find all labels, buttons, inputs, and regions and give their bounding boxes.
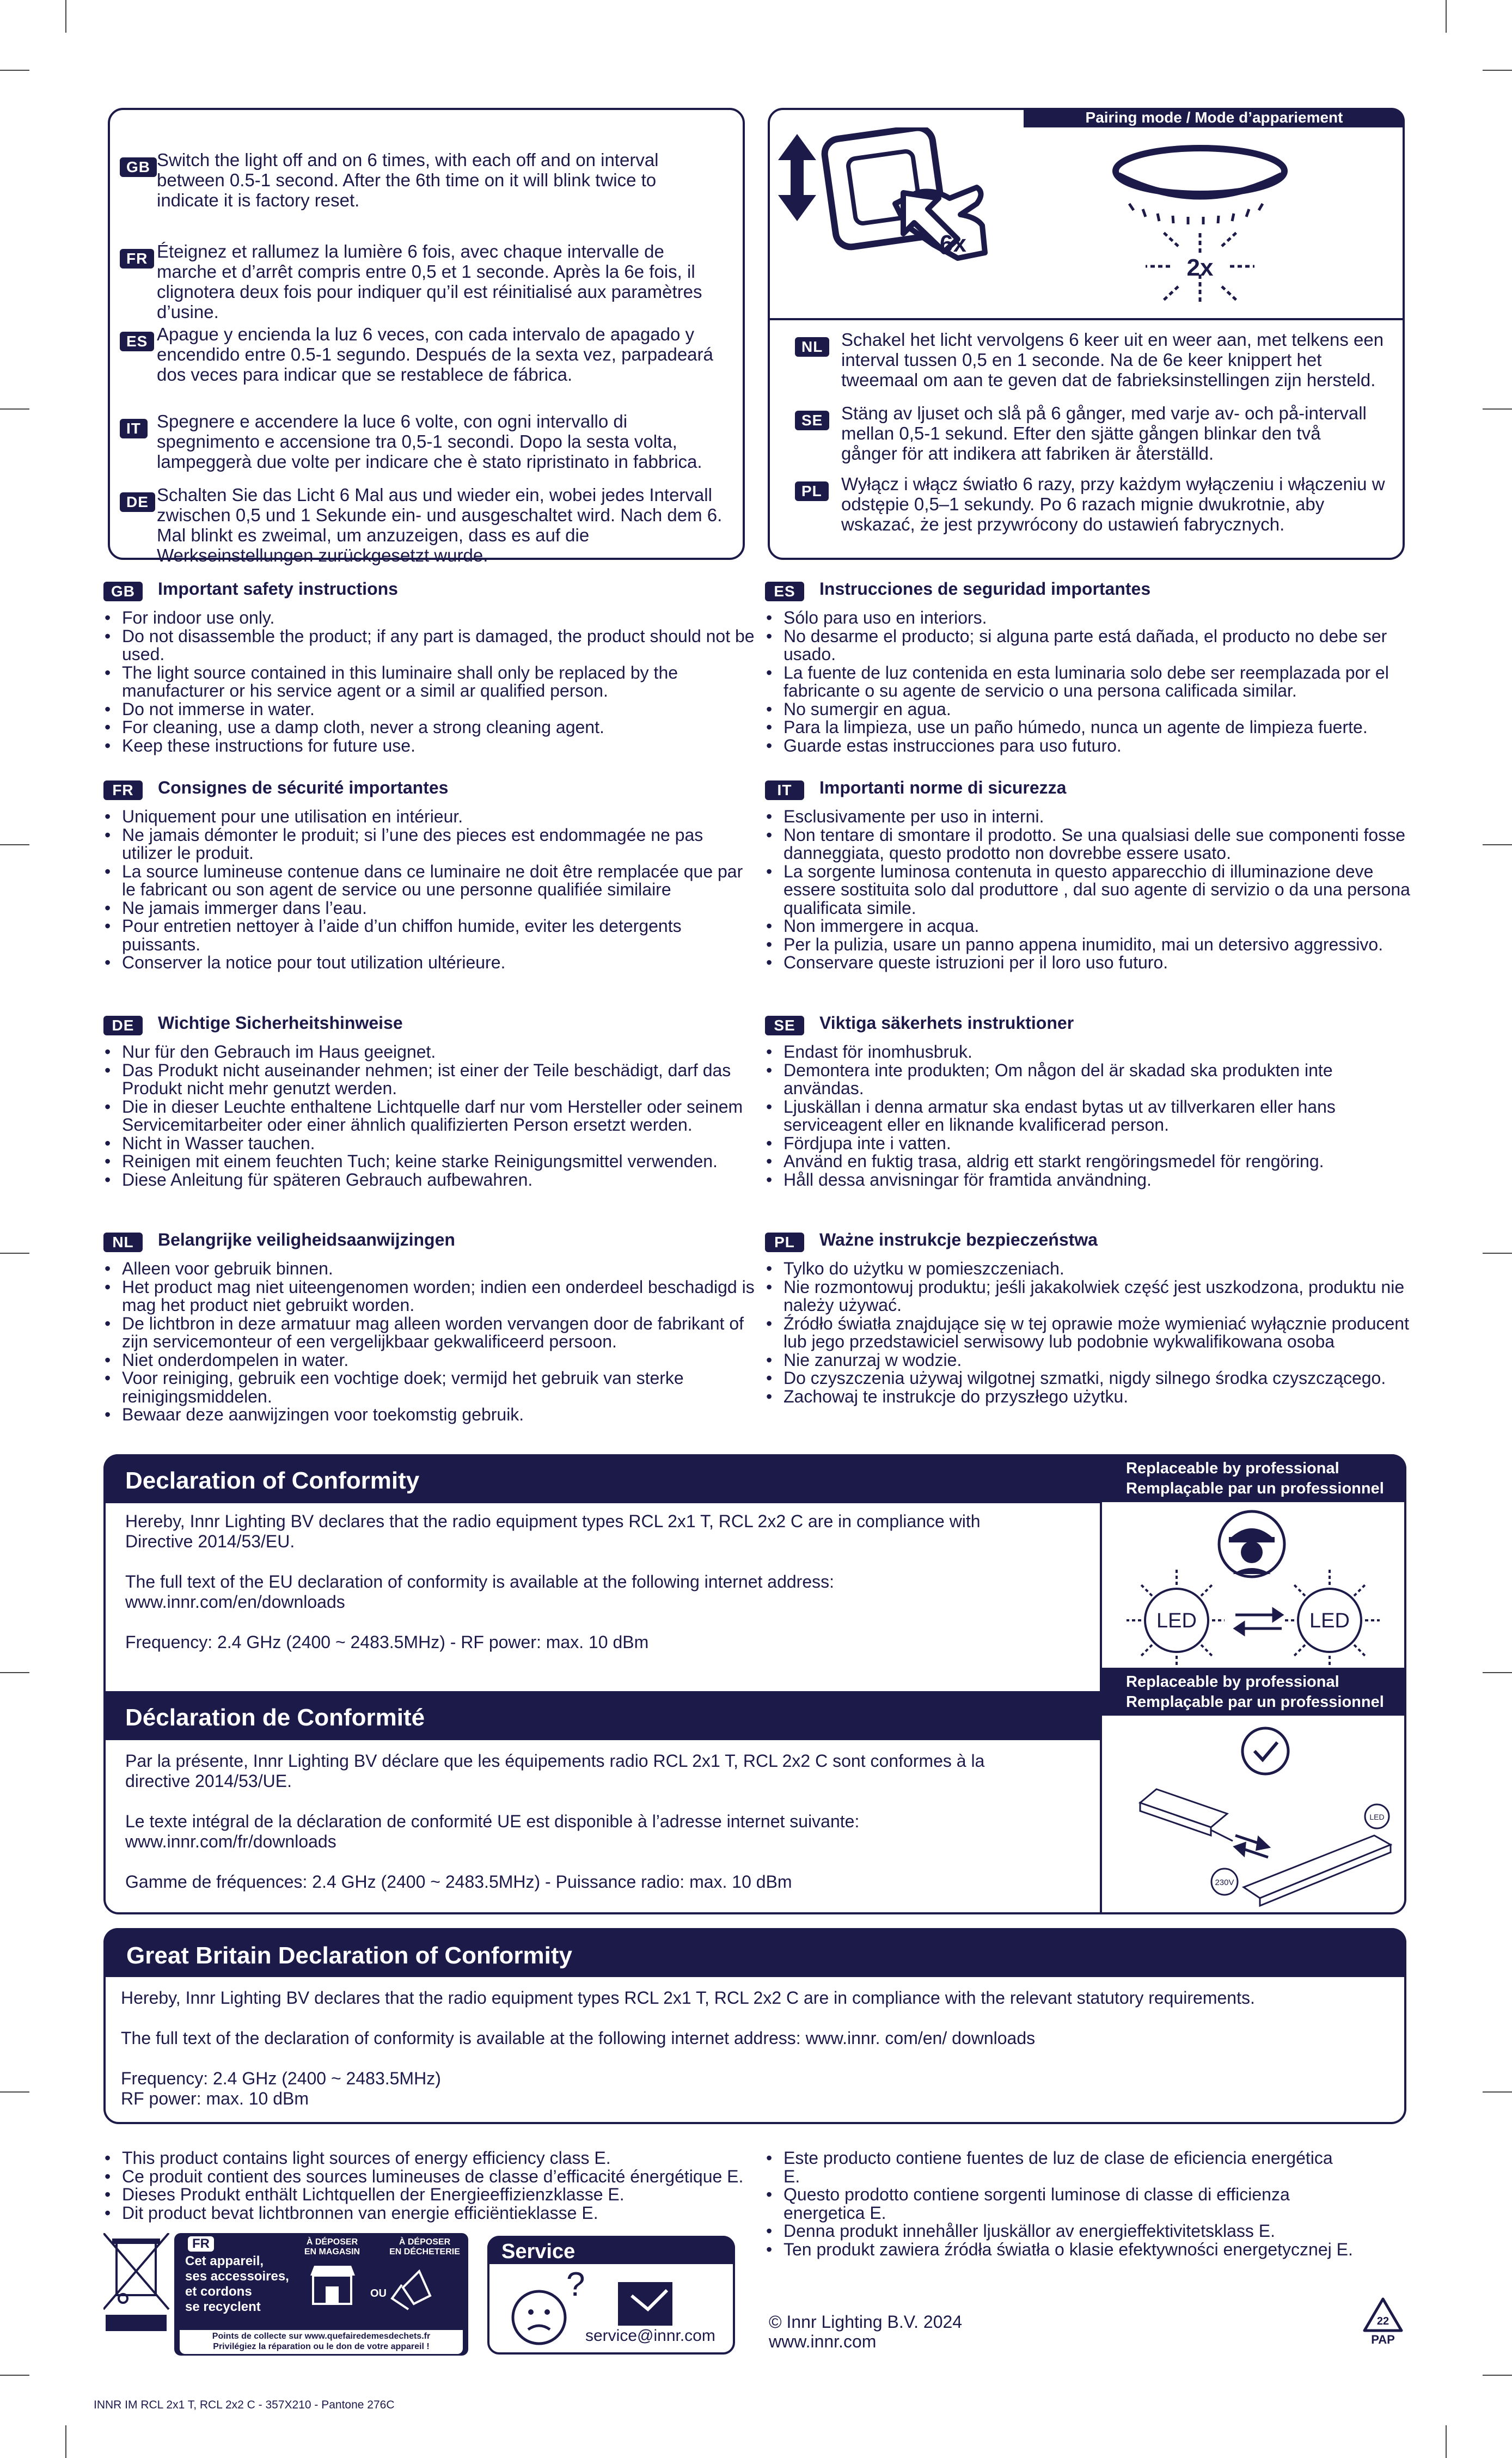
svg-text:?: ? <box>566 2268 585 2303</box>
imprint-text: INNR IM RCL 2x1 T, RCL 2x2 C - 357X210 - Pantone 276C <box>94 2399 395 2411</box>
list-item: • Ljuskällan i denna armatur ska endast bytas ut av tillverkaren eller hans serviceagent eller en liknande kvalificerad person. <box>765 1098 1413 1135</box>
list-item: • Non tentare di smontare il prodotto. Se una qualsiasi delle sue componenti fosse danneggiata, questo prodotto non dovrebbe essere usato. <box>765 826 1413 863</box>
list-item: • Dit product bevat lichtbronnen van energie efficiëntieklasse E. <box>103 2204 768 2223</box>
lang-badge: GB <box>120 157 157 177</box>
up-down-arrow-icon <box>778 134 816 221</box>
pairing-entry-nl <box>795 330 1394 403</box>
svg-text:LED: LED <box>1156 1609 1197 1632</box>
recycle-pap-icon <box>1361 2296 1405 2347</box>
list-item: • Reinigen mit einem feuchten Tuch; keine starke Reinigungsmittel verwenden. <box>103 1152 757 1171</box>
pairing-entry-de <box>120 485 735 565</box>
list-item: • Sólo para uso en interiors. <box>765 609 1413 627</box>
list-item: • Nie rozmontowuj produktu; jeśli jakakolwiek część jest uszkodzona, produktu nie należy używać. <box>765 1278 1413 1315</box>
lang-badge: DE <box>103 1016 143 1035</box>
ceiling-light-icon <box>1116 148 1284 224</box>
lang-badge: FR <box>120 249 154 269</box>
section-title: Ważne instrukcje bezpieczeństwa <box>819 1229 1098 1249</box>
safety-list <box>765 1260 1413 1406</box>
contact-icon <box>615 2279 681 2327</box>
safety-section-de <box>103 1013 757 1233</box>
triman-store-label <box>299 2237 365 2257</box>
replaceable-header-top <box>1102 1454 1406 1502</box>
list-item: • For cleaning, use a damp cloth, never a strong cleaning agent. <box>103 718 757 737</box>
list-item: • Demontera inte produkten; Om någon del är skadad ska produkten inte användas. <box>765 1062 1413 1098</box>
gb-doc-title: Great Britain Declaration of Conformity <box>103 1928 1406 1977</box>
service-title: Service <box>487 2236 735 2264</box>
safety-section-se <box>765 1013 1413 1233</box>
triman-footer <box>180 2330 463 2354</box>
list-item: • Este producto contiene fuentes de luz de clase de eficiencia energética E. <box>765 2149 1353 2186</box>
doc-en-p2: The full text of the EU declaration of conformity is available at the following internet address: www.innr.com/en/downloads <box>125 1572 835 1612</box>
list-item: • Keep these instructions for future use. <box>103 737 757 755</box>
doc-fr-p1: Par la présente, Innr Lighting BV déclare que les équipements radio RCL 2x1 T, RCL 2x2 C sont conformes à la directive 2014/53/UE. <box>125 1751 985 1791</box>
pairing-text: Apague y encienda la luz 6 veces, con cada intervalo de apagado y encendido entre 0.5-1 segundo. Después de la sexta vez, parpadeará dos veces para indicar que se restablece de fábrica. <box>157 324 713 385</box>
replace-led-illustration <box>1102 1503 1404 1667</box>
lang-badge: ES <box>765 582 804 601</box>
doc-fr-p3: Gamme de fréquences: 2.4 GHz (2400 ~ 2483.5MHz) - Puissance radio: max. 10 dBm <box>125 1872 792 1892</box>
pairing-entry-pl <box>795 474 1394 534</box>
list-item: • Het product mag niet uiteengenomen worden; indien een onderdeel beschadigd is mag het product niet gebruikt worden. <box>103 1278 757 1315</box>
website-link[interactable]: www.innr.com <box>769 2332 877 2351</box>
list-item: • Per la pulizia, usare un panno appena inumidito, mai un detersivo aggressivo. <box>765 936 1413 954</box>
list-item: • No sumergir en agua. <box>765 700 1413 719</box>
doc-en-p1: Hereby, Innr Lighting BV declares that the radio equipment types RCL 2x1 T, RCL 2x2 C are in compliance with Directive 2014/53/EU. <box>125 1511 981 1551</box>
gb-doc-p3b: RF power: max. 10 dBm <box>121 2089 309 2108</box>
driver-replace-illustration <box>1102 1718 1404 1912</box>
swap-arrows-icon <box>1235 1835 1268 1857</box>
lang-badge: SE <box>765 1016 804 1035</box>
replaceable-line1: Replaceable by professional <box>1126 1460 1339 1477</box>
footer-company <box>769 2312 962 2351</box>
list-item: • Denna produkt innehåller ljuskällor av energieffektivitetsklass E. <box>765 2222 1353 2241</box>
crop-mark <box>0 408 29 410</box>
section-title: Instrucciones de seguridad importantes <box>819 578 1151 599</box>
technician-icon <box>1219 1511 1284 1577</box>
list-item: • Voor reiniging, gebruik een vochtige doek; vermijd het gebruik van sterke reinigingsmiddelen. <box>103 1369 757 1406</box>
list-item: • For indoor use only. <box>103 609 757 627</box>
safety-list <box>103 1043 757 1189</box>
list-item: • Do not disassemble the product; if any part is damaged, the product should not be used. <box>103 627 757 664</box>
svg-text:230V: 230V <box>1215 1878 1234 1887</box>
crop-mark <box>1483 70 1512 71</box>
doc-en-title: Declaration of Conformity <box>103 1454 1100 1503</box>
crop-mark <box>1483 844 1512 845</box>
safety-section-es <box>765 578 1413 780</box>
pairing-text: Spegnere e accendere la luce 6 volte, con ogni intervallo di spegnimento e accensione tra 0,5-1 secondi. Dopo la sesta volta, lampeggerà due volte per indicare che è stato ripristinato in fabbrica. <box>157 411 702 472</box>
lang-badge: PL <box>795 481 829 501</box>
lang-badge: DE <box>120 492 155 512</box>
list-item: • Das Produkt nicht auseinander nehmen; ist einer der Teile beschädigt, darf das Produkt nicht mehr genutzt werden. <box>103 1062 757 1098</box>
triman-line: Points de collecte sur www.quefairedemesdechets.fr <box>212 2332 431 2341</box>
triman-line: EN MAGASIN <box>304 2247 360 2256</box>
list-item: • Använd en fuktig trasa, aldrig ett starkt rengöringsmedel för rengöring. <box>765 1152 1413 1171</box>
triman-line: se recyclent <box>185 2300 261 2314</box>
section-title: Importanti norme di sicurezza <box>819 777 1067 797</box>
list-item: • Diese Anleitung für späteren Gebrauch aufbewahren. <box>103 1171 757 1190</box>
list-item: • Do not immerse in water. <box>103 700 757 719</box>
checkmark-icon <box>1242 1728 1288 1774</box>
safety-list <box>103 1260 757 1424</box>
list-item: • Uniquement pour une utilisation en intérieur. <box>103 808 757 826</box>
safety-section-nl <box>103 1229 757 1424</box>
triman-text <box>185 2254 294 2315</box>
list-item: • Håll dessa anvisningar för framtida användning. <box>765 1171 1413 1190</box>
pairing-entry-gb <box>120 150 735 241</box>
lang-badge: IT <box>120 419 148 438</box>
crop-mark <box>0 1672 29 1673</box>
pairing-text: Éteignez et rallumez la lumière 6 fois, avec chaque intervalle de marche et d’arrêt compris entre 0,5 et 1 seconde. Après la 6e fois, il clignotera deux fois pour indiquer qu’il est réinitialisé aux paramètres d’usine. <box>157 241 702 322</box>
list-item: • La source lumineuse contenue dans ce luminaire ne doit être remplacée que par le fabricant ou son agent de service ou une personne qualifiée similaire <box>103 863 757 899</box>
crop-mark <box>1446 2425 1447 2458</box>
pairing-text: Schakel het licht vervolgens 6 keer uit en weer aan, met telkens een interval tussen 0,5 en 1 seconde. Na de 6e keer knippert het tweemaal om aan te geven dat de fabrieksinstellingen zijn hersteld. <box>841 330 1384 390</box>
list-item: • Ne jamais immerger dans l’eau. <box>103 899 757 918</box>
triman-line: ses accessoires, <box>185 2269 289 2284</box>
copyright-text: © Innr Lighting B.V. 2024 <box>769 2312 963 2332</box>
pairing-right-entries <box>795 330 1394 534</box>
safety-list <box>103 808 757 972</box>
safety-list <box>103 609 757 755</box>
doc-en-p3: Frequency: 2.4 GHz (2400 ~ 2483.5MHz) - RF power: max. 10 dBm <box>125 1632 649 1652</box>
crop-mark <box>0 1253 29 1254</box>
driver-old-icon <box>1140 1789 1233 1841</box>
pairing-left-entries <box>120 150 735 565</box>
gb-doc-p1: Hereby, Innr Lighting BV declares that the radio equipment types RCL 2x1 T, RCL 2x2 C are in compliance with the relevant statutory requirements. <box>121 1988 1255 2008</box>
pairing-entry-se <box>795 403 1394 474</box>
crop-mark <box>65 2425 66 2458</box>
list-item: • Tylko do użytku w pomieszczeniach. <box>765 1260 1413 1278</box>
list-item: • Ne jamais démonter le produit; si l’une des pieces est endommagée ne pas utilizer le produit. <box>103 826 757 863</box>
svg-text:LED: LED <box>1309 1609 1350 1632</box>
list-item: • Pour entretien nettoyer à l’aide d’un chiffon humide, eviter les detergents puissants. <box>103 917 757 954</box>
lang-badge: NL <box>795 337 829 357</box>
lang-badge: IT <box>765 780 804 800</box>
count-blink-label: 2x <box>1186 254 1214 281</box>
list-item: • Fördjupa inte i vatten. <box>765 1135 1413 1153</box>
lang-badge: FR <box>188 2236 214 2252</box>
lang-badge: ES <box>120 332 154 351</box>
list-item: • Non immergere in acqua. <box>765 917 1413 936</box>
lang-badge: FR <box>103 780 143 800</box>
recycle-number: 22 <box>1376 2315 1389 2327</box>
section-title: Important safety instructions <box>158 578 398 599</box>
crop-mark <box>0 2091 29 2093</box>
list-item: • Guarde estas instrucciones para uso futuro. <box>765 737 1413 755</box>
safety-list <box>765 1043 1413 1189</box>
safety-section-fr <box>103 777 757 1016</box>
section-title: Wichtige Sicherheitshinweise <box>158 1013 403 1033</box>
replaceable-line2: Remplaçable par un professionnel <box>1126 1480 1384 1497</box>
crop-mark <box>1483 408 1512 410</box>
safety-section-gb <box>103 578 757 780</box>
pairing-entry-fr <box>120 241 735 324</box>
swap-arrows-icon <box>1235 1609 1282 1634</box>
doc-en-body <box>125 1511 996 1652</box>
triman-line: Privilégiez la réparation ou le don de votre appareil ! <box>213 2342 430 2351</box>
lang-badge: SE <box>795 411 829 430</box>
list-item: • Endast för inomhusbruk. <box>765 1043 1413 1062</box>
triman-recycling-logo <box>103 2233 468 2356</box>
triman-line: et cordons <box>185 2284 252 2299</box>
doc-fr-p2: Le texte intégral de la déclaration de conformité UE est disponible à l’adresse internet suivante: www.innr.com/fr/downloads <box>125 1812 860 1851</box>
lang-badge: PL <box>765 1233 804 1252</box>
crop-mark <box>1446 0 1447 33</box>
count-switch-label: 6x <box>940 230 966 257</box>
list-item: • Nicht in Wasser tauchen. <box>103 1135 757 1153</box>
gb-doc-body <box>121 1988 1389 2109</box>
replaceable-line2: Remplaçable par un professionnel <box>1126 1693 1384 1711</box>
recycle-label: PAP <box>1371 2333 1395 2346</box>
section-title: Belangrijke veiligheidsaanwijzingen <box>158 1229 455 1249</box>
pairing-entry-it <box>120 411 735 485</box>
list-item: • Esclusivamente per uso in interni. <box>765 808 1413 826</box>
crop-mark <box>0 2375 29 2376</box>
gb-doc-p2: The full text of the declaration of conformity is available at the following internet address: www.innr. com/en/ downloads <box>121 2028 1036 2048</box>
pairing-divider <box>768 318 1405 320</box>
list-item: • Alleen voor gebruik binnen. <box>103 1260 757 1278</box>
safety-list <box>765 808 1413 972</box>
safety-left-column <box>103 578 757 1424</box>
replaceable-header-bottom <box>1102 1668 1406 1716</box>
led-swap-illustration <box>1102 1503 1404 1667</box>
lang-badge: NL <box>103 1233 143 1252</box>
led-old-icon <box>1127 1569 1225 1667</box>
triman-line: À DÉPOSER <box>399 2237 451 2247</box>
crop-mark <box>1483 1672 1512 1673</box>
pairing-illustration <box>770 127 1403 318</box>
triman-or-label: OU <box>370 2288 387 2300</box>
crop-mark <box>0 70 29 71</box>
list-item: • Questo prodotto contiene sorgenti luminose di classe di efficienza energetica E. <box>765 2186 1353 2222</box>
list-item: • No desarme el producto; si alguna parte está dañada, el producto no debe ser usado. <box>765 627 1413 664</box>
safety-section-it <box>765 777 1413 1016</box>
list-item: • Bewaar deze aanwijzingen voor toekomstig gebruik. <box>103 1406 757 1424</box>
crop-mark <box>1483 2091 1512 2093</box>
gb-doc-p3a: Frequency: 2.4 GHz (2400 ~ 2483.5MHz) <box>121 2069 441 2088</box>
crop-mark <box>0 844 29 845</box>
pairing-text: Schalten Sie das Licht 6 Mal aus und wieder ein, wobei jedes Intervall zwischen 0,5 und 1 Sekunde ein- und ausgeschaltet wird. Nach dem 6. Mal blinkt es zweimal, um anzuzeigen, dass es auf die Werkseinstellungen zurückgesetzt wurde. <box>157 485 723 565</box>
svg-text:LED: LED <box>1369 1813 1385 1821</box>
list-item: • Nur für den Gebrauch im Haus geeignet. <box>103 1043 757 1062</box>
list-item: • Para la limpieza, use un paño húmedo, nunca un agente de limpieza fuerte. <box>765 718 1413 737</box>
energy-list-right <box>765 2149 1353 2259</box>
list-item: • La fuente de luz contenida en esta luminaria solo debe ser reemplazada por el fabricante o su agente de servicio o una persona calificada similar. <box>765 664 1413 700</box>
triman-line: À DÉPOSER <box>306 2237 358 2247</box>
list-item: • Dieses Produkt enthält Lichtquellen der Energieeffizienzklasse E. <box>103 2186 768 2204</box>
list-item: • De lichtbron in deze armatuur mag alleen worden vervangen door de fabrikant of zijn servicemonteur of een vergelijkbaar gekwalificeerd persoon. <box>103 1315 757 1351</box>
list-item: • Niet onderdompelen in water. <box>103 1351 757 1370</box>
energy-list-left <box>103 2149 768 2222</box>
pairing-text: Wyłącz i włącz światło 6 razy, przy każdym wyłączeniu i włączeniu w odstępie 0,5–1 sekundy. Po 6 razach mignie dwukrotnie, aby wskazać, że jest przywrócony do ustawień fabrycznych. <box>841 474 1385 534</box>
crop-mark <box>1483 2375 1512 2376</box>
safety-right-column <box>765 578 1413 1406</box>
switch-and-light-illustration <box>770 127 1403 318</box>
section-title: Viktiga säkerhets instruktioner <box>819 1013 1074 1033</box>
list-item: • The light source contained in this luminaire shall only be replaced by the manufacturer or his service agent or a simil ar qualified person. <box>103 664 757 700</box>
list-item: • Do czyszczenia używaj wilgotnej szmatki, nigdy silnego środka czyszczącego. <box>765 1369 1413 1388</box>
lang-badge: GB <box>103 582 143 601</box>
list-item: • Nie zanurzaj w wodzie. <box>765 1351 1413 1370</box>
pairing-text: Switch the light off and on 6 times, with each off and on interval between 0.5-1 second. After the 6th time on it will blink twice to indicate it is factory reset. <box>157 150 659 210</box>
doc-fr-body <box>125 1751 996 1892</box>
triman-dump-label <box>384 2237 466 2257</box>
triman-line: Cet appareil, <box>185 2254 264 2268</box>
driver-new-icon <box>1211 1804 1391 1906</box>
safety-section-pl <box>765 1229 1413 1406</box>
crop-mark <box>65 0 66 33</box>
crossed-bin-icon <box>103 2233 169 2331</box>
list-item: • La sorgente luminosa contenuta in questo apparecchio di illuminazione deve essere sostituita solo dal produttore , dal suo agente di servizio o da una persona qualificata simile. <box>765 863 1413 918</box>
service-email[interactable]: service@innr.com <box>585 2327 715 2345</box>
pairing-entry-es <box>120 324 735 411</box>
list-item: • Źródło światła znajdujące się w tej oprawie może wymieniać wyłącznie producent lub jego przedstawiciel serwisowy lub podobnie wykwalifikowana osoba <box>765 1315 1413 1351</box>
doc-fr-title: Déclaration de Conformité <box>103 1691 1100 1740</box>
section-title: Consignes de sécurité importantes <box>158 777 449 797</box>
crop-mark <box>1483 1253 1512 1254</box>
driver-swap-illustration <box>1102 1718 1404 1912</box>
list-item: • Conserver la notice pour tout utilization ultérieure. <box>103 954 757 972</box>
triman-line: EN DÉCHETERIE <box>389 2247 460 2256</box>
list-item: • Conservare queste istruzioni per il loro uso futuro. <box>765 954 1413 972</box>
list-item: • Ce produit contient des sources lumineuses de classe d’efficacité énergétique E. <box>103 2168 768 2186</box>
replaceable-line1: Replaceable by professional <box>1126 1673 1339 1691</box>
list-item: • Die in dieser Leuchte enthaltene Lichtquelle darf nur vom Hersteller oder seinem Servicemitarbeiter oder einer ähnlich qualifizierten Person ersetzt werden. <box>103 1098 757 1135</box>
led-new-icon <box>1283 1569 1380 1667</box>
safety-list <box>765 609 1413 755</box>
list-item: • Ten produkt zawiera źródła światła o klasie efektywności energetycznej E. <box>765 2241 1353 2259</box>
list-item: • Zachowaj te instrukcje do przyszłego użytku. <box>765 1388 1413 1406</box>
pairing-mode-header: Pairing mode / Mode d’appariement <box>1024 108 1405 127</box>
list-item: • This product contains light sources of energy efficiency class E. <box>103 2149 768 2168</box>
pairing-text: Stäng av ljuset och slå på 6 gånger, med varje av- och på-intervall mellan 0,5-1 sekund. Efter den sjätte gången blinkar den två gånger för att indikera att fabriken är återställd. <box>841 403 1367 463</box>
